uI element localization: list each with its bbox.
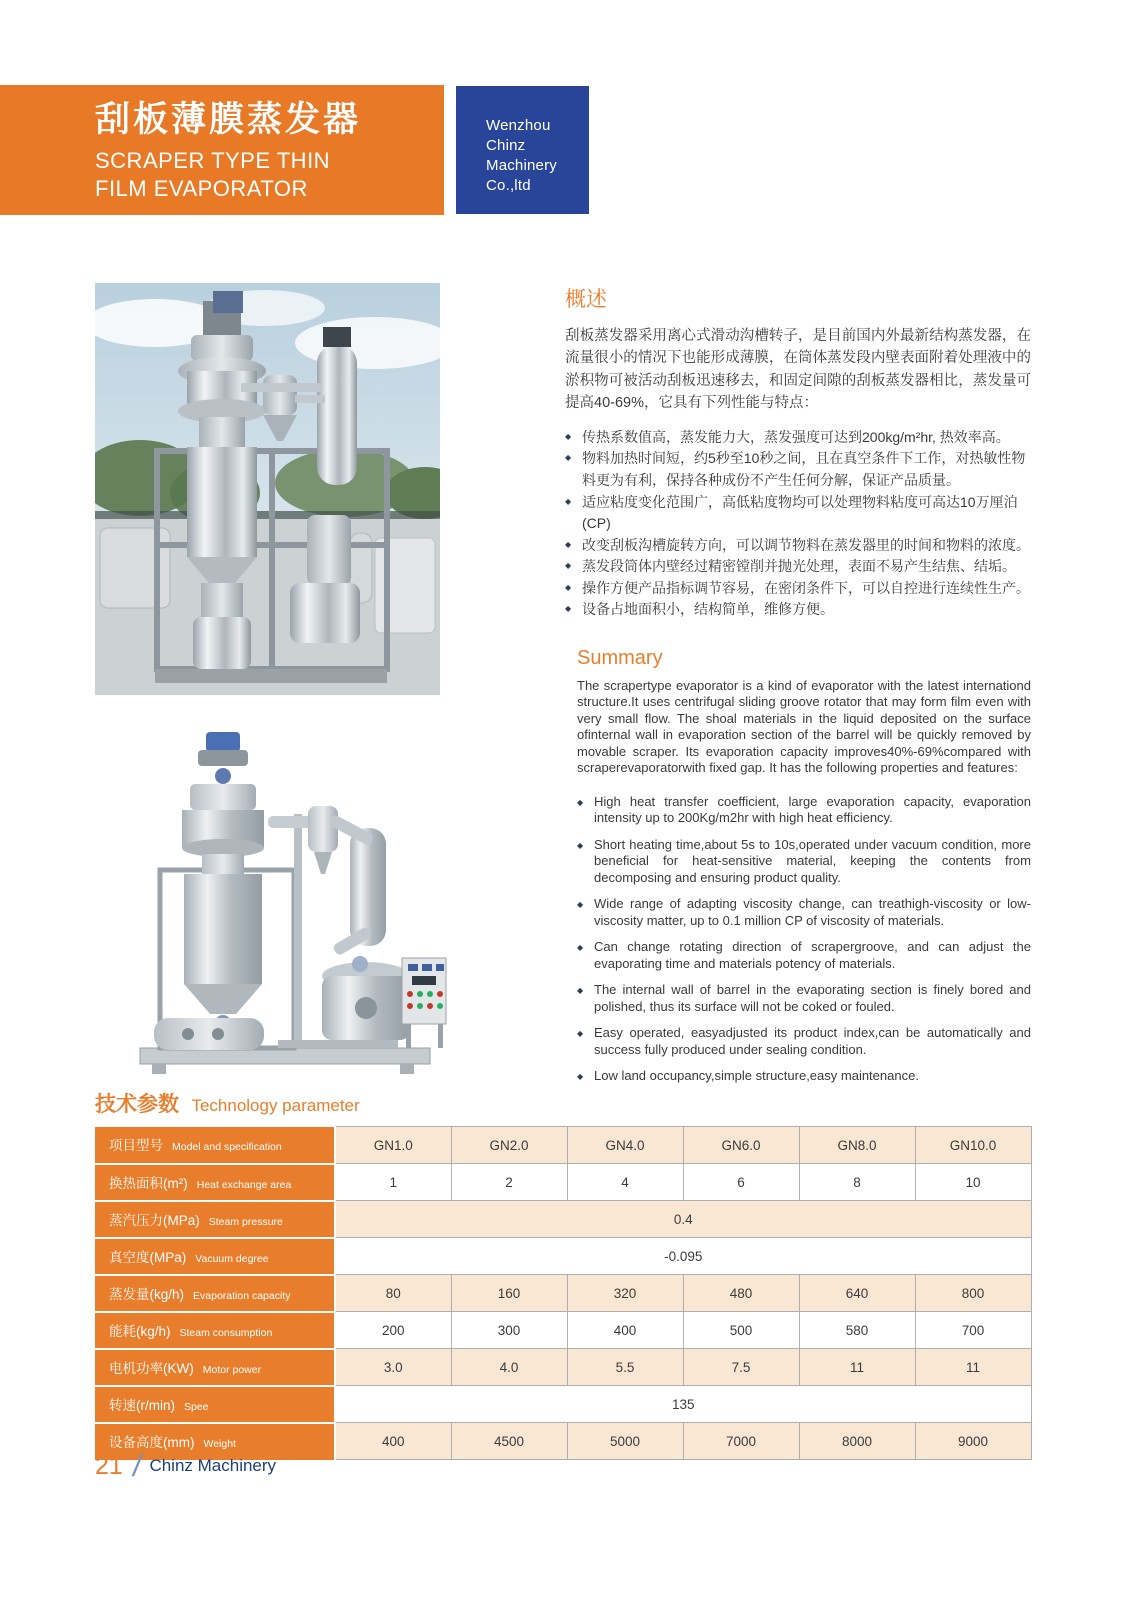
overview-bullet: ◆ 改变刮板沟槽旋转方向，可以调节物料在蒸发器里的时间和物料的浓度。 bbox=[565, 535, 1031, 557]
summary-bullet: ◆ Wide range of adapting viscosity change, can treathigh-viscosity or low-viscosity matter, up to 0.1 million CP of viscosity of materials. bbox=[577, 896, 1031, 929]
value-cell: 200 bbox=[335, 1312, 451, 1349]
value-cell: 160 bbox=[451, 1275, 567, 1312]
value-cell: 8 bbox=[799, 1164, 915, 1201]
product-photo-studio bbox=[118, 718, 448, 1086]
page-title-zh: 刮板薄膜蒸发器 bbox=[95, 100, 362, 139]
content-column bbox=[565, 283, 1031, 1095]
table-row bbox=[95, 1127, 1031, 1164]
summary-bullet: ◆ Low land occupancy,simple structure,easy maintenance. bbox=[577, 1068, 1031, 1085]
summary-bullet: ◆ Easy operated, easyadjusted its product index,can be automatically and success fully produced under sealing condition. bbox=[577, 1025, 1031, 1058]
page-footer bbox=[95, 1448, 276, 1484]
summary-heading: Summary bbox=[577, 646, 663, 669]
value-cell: 500 bbox=[683, 1312, 799, 1349]
table-row bbox=[95, 1349, 1031, 1386]
overview-bullet: ◆ 蒸发段筒体内壁经过精密镗削并抛光处理，表面不易产生结焦、结垢。 bbox=[565, 556, 1031, 578]
value-cell: 700 bbox=[915, 1312, 1031, 1349]
summary-bullet: ◆ Can change rotating direction of scrapergroove, and can adjust the evaporating time and materials potency of materials. bbox=[577, 939, 1031, 972]
value-cell: 640 bbox=[799, 1275, 915, 1312]
company-line: Co.,ltd bbox=[486, 177, 531, 195]
summary-intro: The scrapertype evaporator is a kind of evaporator with the latest internationd structure.It uses centrifugal sliding groove rotator that may form film even with very small flow. The shoal materials in the liquid deposited on the surface ofinternal wall in evaporation section of the barrel will be quickly removed by movable scraper. Its evaporation capacity improves40%-69%compared with scraperevaporatorwith fixed gap. It has the following properties and features: bbox=[577, 677, 1031, 776]
value-cell: 5.5 bbox=[567, 1349, 683, 1386]
value-cell: 11 bbox=[915, 1349, 1031, 1386]
row-label: 换热面积(m²) Heat exchange area bbox=[95, 1164, 335, 1201]
summary-bullet: ◆ Short heating time,about 5s to 10s,operated under vacuum condition, more beneficial for heat-sensitive material, keeping the contents from decomposing and ensuring product quality. bbox=[577, 837, 1031, 887]
tech-title-zh: 技术参数 bbox=[95, 1093, 179, 1116]
table-row bbox=[95, 1201, 1031, 1238]
value-cell: 11 bbox=[799, 1349, 915, 1386]
table-row bbox=[95, 1386, 1031, 1423]
value-cell: 2 bbox=[451, 1164, 567, 1201]
overview-bullet: ◆ 操作方便产品指标调节容易，在密闭条件下，可以自控进行连续性生产。 bbox=[565, 578, 1031, 600]
row-label: 电机功率(KW) Motor power bbox=[95, 1349, 335, 1386]
summary-bullet: ◆ The internal wall of barrel in the evaporating section is finely bored and polished, thus its surface will not be coked or fouled. bbox=[577, 982, 1031, 1015]
value-cell: 300 bbox=[451, 1312, 567, 1349]
footer-brand: Chinz Machinery bbox=[149, 1456, 277, 1475]
value-cell: 400 bbox=[567, 1312, 683, 1349]
summary-bullet-list bbox=[577, 794, 1031, 1085]
value-cell: 10 bbox=[915, 1164, 1031, 1201]
product-photo-outdoor bbox=[95, 283, 440, 695]
value-cell: GN10.0 bbox=[915, 1127, 1031, 1164]
row-label: 能耗(kg/h) Steam consumption bbox=[95, 1312, 335, 1349]
overview-bullet: ◆ 物料加热时间短，约5秒至10秒之间，且在真空条件下工作，对热敏性物料更为有利，保持各种成份不产生任何分解，保证产品质量。 bbox=[565, 448, 1031, 491]
value-cell: 4 bbox=[567, 1164, 683, 1201]
value-cell: GN1.0 bbox=[335, 1127, 451, 1164]
tech-parameters-title bbox=[95, 1088, 360, 1118]
overview-bullet: ◆ 适应粘度变化范围广，高低粘度物均可以处理物料粘度可高达10万厘泊(CP) bbox=[565, 492, 1031, 535]
value-cell: GN8.0 bbox=[799, 1127, 915, 1164]
merged-value-cell: -0.095 bbox=[335, 1238, 1031, 1275]
page-number: 21 bbox=[95, 1451, 123, 1480]
tech-parameters-table bbox=[95, 1126, 1032, 1460]
value-cell: 4500 bbox=[451, 1423, 567, 1460]
value-cell: 6 bbox=[683, 1164, 799, 1201]
page-title-en-line2: FILM EVAPORATOR bbox=[95, 175, 308, 201]
overview-bullet-list bbox=[565, 427, 1031, 621]
tech-title-en: Technology parameter bbox=[191, 1096, 360, 1115]
value-cell: 320 bbox=[567, 1275, 683, 1312]
page-title-en-line1: SCRAPER TYPE THIN bbox=[95, 147, 331, 173]
value-cell: 7000 bbox=[683, 1423, 799, 1460]
merged-value-cell: 135 bbox=[335, 1386, 1031, 1423]
header-banner bbox=[0, 85, 444, 215]
table-row bbox=[95, 1164, 1031, 1201]
value-cell: 580 bbox=[799, 1312, 915, 1349]
value-cell: 7.5 bbox=[683, 1349, 799, 1386]
company-line: Machinery bbox=[486, 157, 557, 175]
value-cell: GN6.0 bbox=[683, 1127, 799, 1164]
value-cell: 1 bbox=[335, 1164, 451, 1201]
value-cell: GN4.0 bbox=[567, 1127, 683, 1164]
value-cell: 4.0 bbox=[451, 1349, 567, 1386]
company-line: Chinz bbox=[486, 137, 526, 155]
overview-intro: 刮板蒸发器采用离心式滑动沟槽转子，是目前国内外最新结构蒸发器，在流量很小的情况下也能形成薄膜，在筒体蒸发段内壁表面附着处理液中的淤积物可被活动刮板迅速移去，和固定间隙的刮板蒸发器相比，蒸发量可提高40-69%，它具有下列性能与特点： bbox=[565, 328, 1031, 412]
value-cell: 80 bbox=[335, 1275, 451, 1312]
row-label: 真空度(MPa) Vacuum degree bbox=[95, 1238, 335, 1275]
overview-heading: 概述 bbox=[565, 288, 607, 311]
value-cell: 5000 bbox=[567, 1423, 683, 1460]
value-cell: 480 bbox=[683, 1275, 799, 1312]
value-cell: 3.0 bbox=[335, 1349, 451, 1386]
row-label: 转速(r/min) Spee bbox=[95, 1386, 335, 1423]
row-label: 蒸汽压力(MPa) Steam pressure bbox=[95, 1201, 335, 1238]
overview-bullet: ◆ 传热系数值高，蒸发能力大，蒸发强度可达到200kg/m²hr, 热效率高。 bbox=[565, 427, 1031, 449]
table-row bbox=[95, 1238, 1031, 1275]
value-cell: 800 bbox=[915, 1275, 1031, 1312]
page-title-en bbox=[95, 147, 444, 203]
overview-bullet: ◆ 设备占地面积小，结构简单，维修方便。 bbox=[565, 599, 1031, 621]
table-row bbox=[95, 1275, 1031, 1312]
value-cell: 400 bbox=[335, 1423, 451, 1460]
row-label: 项目型号 Model and specification bbox=[95, 1127, 335, 1164]
row-label: 蒸发量(kg/h) Evaporation capacity bbox=[95, 1275, 335, 1312]
value-cell: GN2.0 bbox=[451, 1127, 567, 1164]
row-label: 设备高度(mm) Weight bbox=[95, 1423, 335, 1460]
footer-slash-divider: / bbox=[130, 1448, 144, 1483]
merged-value-cell: 0.4 bbox=[335, 1201, 1031, 1238]
value-cell: 9000 bbox=[915, 1423, 1031, 1460]
company-line: Wenzhou bbox=[486, 117, 551, 134]
value-cell: 8000 bbox=[799, 1423, 915, 1460]
company-badge bbox=[456, 86, 589, 214]
table-row bbox=[95, 1312, 1031, 1349]
summary-bullet: ◆ High heat transfer coefficient, large evaporation capacity, evaporation intensity up to 200Kg/m2hr with high heat efficiency. bbox=[577, 794, 1031, 827]
